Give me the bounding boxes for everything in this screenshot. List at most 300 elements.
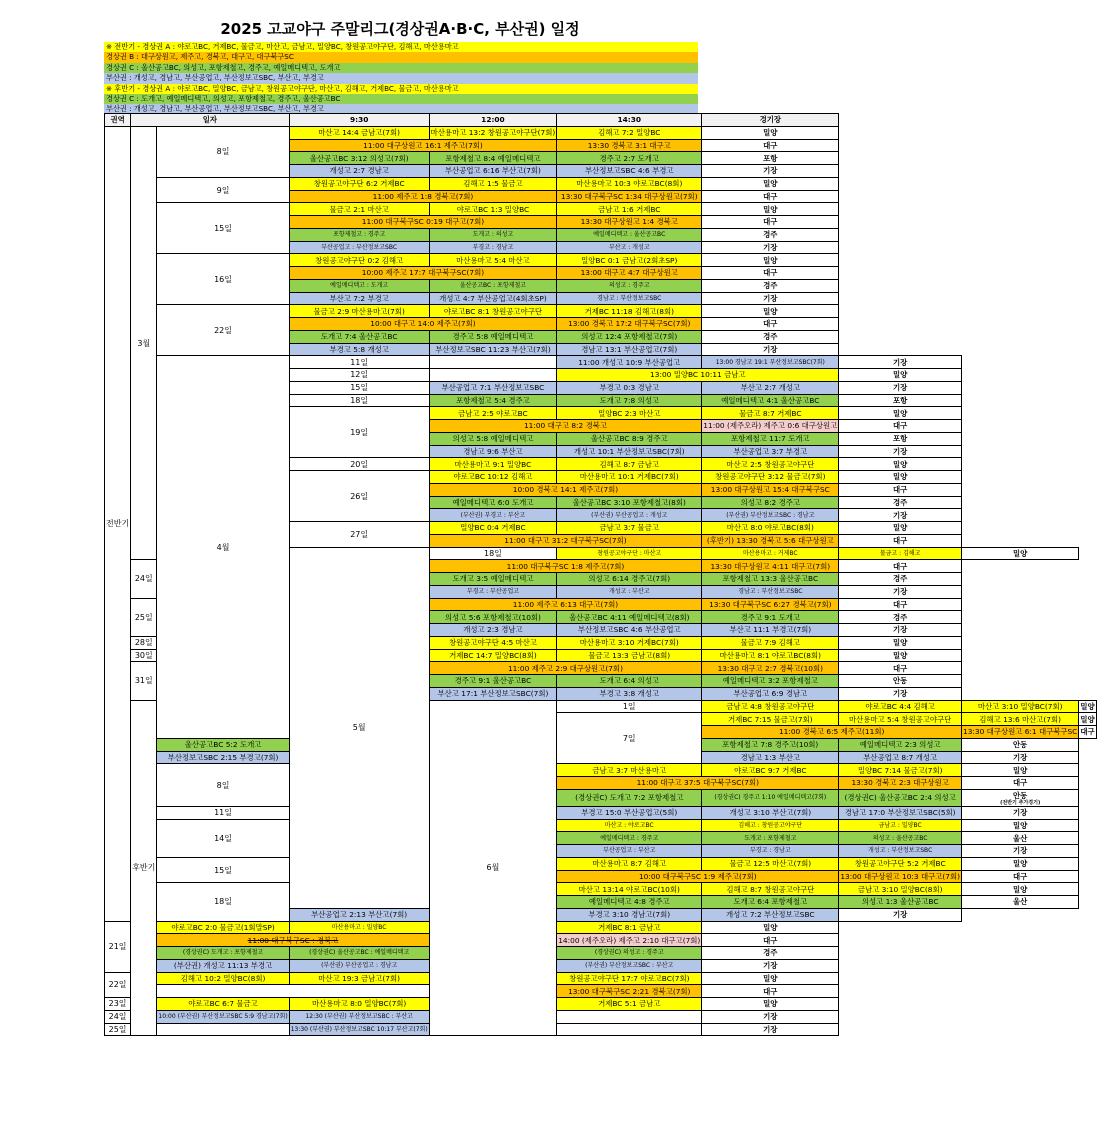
game-cell: 마산용마고 13:2 창원공고야구단(7회) [430, 128, 556, 138]
venue-cell: 경주 [702, 279, 839, 292]
game-cell: 부경고 5:8 개성고 [289, 343, 429, 356]
day-label: 21일 [105, 921, 131, 972]
month-label: 4월 [157, 356, 289, 739]
game-cell: (부산권) 부산공업고 : 경남고 [289, 959, 429, 972]
venue-cell: 밀양 [702, 203, 839, 216]
game-cell: 창원공고야구단 5:2 거제BC [839, 857, 962, 870]
venue-cell: 대구 [702, 934, 839, 947]
game-cell: 부산고 2:7 개성고 [702, 381, 839, 394]
game-cell: 울산공고BC 5:2 도개고 [157, 738, 289, 751]
game-cell: 야로고BC 2:0 물금고(1회말SP) [157, 921, 289, 934]
game-cell: 11:00 제주고 1:8 경북고(7회) [289, 190, 557, 203]
game-cell: 거제BC 11:18 김해고(8회) [557, 305, 702, 318]
game-cell: 물금고 2:1 마산고 [289, 203, 429, 216]
game-cell: 10:00 (부산권) 부산정보고SBC 5:9 경남고(7회) [157, 1010, 289, 1023]
game-cell: 거제BC 8:1 금남고 [557, 921, 702, 934]
game-cell: 마산용마고 10:1 거제BC(7회) [557, 471, 702, 484]
venue-cell: 대구 [702, 985, 839, 998]
game-cell: 김해고 7:2 밀양BC [557, 126, 702, 139]
game-cell [157, 985, 429, 998]
venue-cell: 울산 [962, 832, 1079, 845]
game-cell: (경상권C) 의성고 : 경주고 [557, 947, 702, 960]
venue-cell: 기장 [702, 1023, 839, 1036]
day-label: 15일 [289, 381, 429, 394]
game-cell: 11:00 경북고 6:5 제주고(11회) [702, 726, 962, 739]
game-cell: 도개고 : 포항제철고 [702, 832, 839, 845]
game-cell: 도개고 6:4 포항제철고 [702, 896, 839, 909]
day-label: 27일 [289, 522, 429, 548]
game-cell: 금남고 : 밀양BC [839, 819, 962, 832]
venue-cell: 포항 [839, 432, 962, 445]
game-cell: 야로고BC 9:7 거제BC [702, 764, 839, 777]
game-cell: 창원공고야구단 3:12 물금고(7회) [702, 471, 839, 484]
venue-cell: 밀양 [702, 998, 839, 1011]
game-cell: 포항제철고 8:4 예일메디텍고 [429, 152, 557, 165]
venue-cell: 경주 [702, 947, 839, 960]
game-cell: 부산공업고 : 부산고 [557, 845, 702, 858]
venue-cell: 대구 [702, 216, 839, 229]
venue-cell: 기장 [839, 509, 962, 522]
game-cell: 밀양BC 7:14 물금고(7회) [839, 764, 962, 777]
venue-cell: 대구 [962, 777, 1079, 790]
venue-cell: 밀양 [1080, 714, 1095, 724]
game-cell: (후반기) 13:30 경북고 5:6 대구상원고 [702, 534, 839, 547]
game-cell: 개성고 10:1 부산정보고SBC(7회) [557, 445, 702, 458]
legend [104, 42, 698, 115]
game-cell: 마산용마고 5:4 창원공고야구단 [839, 713, 962, 726]
game-cell: 포항제철고 5:4 경주고 [429, 394, 557, 407]
game-cell: 11:00 대구상원고 16:1 제주고(7회) [289, 139, 557, 152]
game-cell: 부산정보고SBC 4:6 부산공업고 [557, 624, 702, 637]
game-cell: 부산공업고 8:7 개성고 [839, 751, 962, 764]
game-cell: 마산고 2:5 창원공고야구단 [702, 458, 839, 471]
venue-cell: 밀양 [839, 649, 962, 662]
day-label: 18일 [289, 394, 429, 407]
game-cell: 창원공고야구단 : 마산고 [557, 547, 702, 560]
game-cell: 경주고 9:1 울산공고BC [429, 675, 557, 688]
game-cell: 김해고 : 창원공고야구단 [702, 819, 839, 832]
day-label: 19일 [289, 407, 429, 458]
game-cell: (경상권C) 울산공고BC 2:4 의성고 [839, 789, 962, 806]
legend-line: 경상권 C : 울산공고BC, 의성고, 포항제철고, 경주고, 예일메디텍고, 도개고 [104, 63, 698, 73]
day-label: 1일 [557, 700, 702, 713]
game-cell: 11:00 대구북구SC 0:19 대구고(7회) [289, 216, 557, 229]
day-label: 14일 [157, 819, 289, 857]
game-cell: 도개고 6:4 의성고 [557, 675, 702, 688]
game-cell: 11:00 대구고 31:2 대구북구SC(7회) [429, 534, 702, 547]
game-cell: 부경고 : 부산공업고 [429, 585, 557, 598]
venue-cell: 안동 [839, 675, 962, 688]
game-cell: 부산고 7:2 부경고 [289, 292, 429, 305]
venue-cell: 울산 [962, 896, 1079, 909]
game-cell: 포항제철고 7:8 경주고(10회) [702, 738, 839, 751]
day-label: 22일 [105, 972, 131, 998]
game-cell: 부산공업고 7:1 부산정보고SBC [429, 381, 557, 394]
table-row [105, 1023, 1097, 1036]
game-cell: 예일메디텍고 : 도개고 [289, 279, 429, 292]
game-cell: 물금고 : 김해고 [839, 547, 962, 560]
game-cell: 부산정보고SBC 2:15 부경고(7회) [157, 751, 289, 764]
game-cell: 거제BC 5:1 금남고 [557, 998, 702, 1011]
game-cell: 마산고 19:3 금남고(7회) [289, 972, 429, 985]
game-cell: 13:00 대구상원고 10:3 대구고(7회) [840, 871, 960, 881]
game-cell: 물금고 8:7 거제BC [702, 407, 839, 420]
game-cell: 10:00 대구고 14:0 제주고(7회) [289, 318, 557, 331]
game-cell: 창원공고야구단 0:2 김해고 [289, 254, 429, 267]
game-cell: 물금고 13:3 금남고(8회) [557, 649, 702, 662]
month-label: 5월 [289, 547, 429, 908]
game-cell: 의성고 : 울산공고BC [839, 832, 962, 845]
header-venue: 경기장 [702, 114, 839, 127]
venue-cell: 기장 [839, 381, 962, 394]
header-time-1430: 14:30 [557, 114, 702, 127]
game-cell: 마산고 : 야로고BC [557, 819, 702, 832]
game-cell [429, 369, 557, 382]
game-cell: 도개고 7:4 울산공고BC [289, 330, 429, 343]
table-row [105, 985, 1097, 998]
game-cell: 창원공고야구단 6:2 거제BC [289, 177, 429, 190]
game-cell: (부산권) 부산정보고SBC : 경남고 [702, 509, 839, 522]
game-cell: 금남고 3:10 밀양BC(8회) [839, 883, 962, 896]
game-cell: 11:00 대구고 8:2 경북고 [429, 420, 702, 433]
game-cell: 포항제철고 : 경주고 [289, 228, 429, 241]
venue-cell: 밀양 [839, 471, 962, 484]
venue-cell: 포항 [702, 152, 839, 165]
game-cell: 부산공업고 : 부산정보고SBC [289, 241, 429, 254]
game-cell: 예일메디텍고 6:0 도개고 [429, 496, 557, 509]
venue-cell: 대구 [839, 420, 962, 433]
venue-cell: 포항 [839, 394, 962, 407]
venue-cell: 대구 [702, 139, 839, 152]
game-cell: 경주고 2:7 도개고 [557, 152, 702, 165]
game-cell: 예일메디텍고 : 경주고 [557, 832, 702, 845]
venue-cell: 대구 [839, 534, 962, 547]
venue-cell: 대구 [1080, 727, 1095, 737]
table-row [105, 959, 1097, 972]
venue-cell: 대구 [702, 318, 839, 331]
day-label: 8일 [157, 126, 289, 177]
game-cell: 거제BC 14:7 밀양BC(8회) [429, 649, 557, 662]
game-cell: 의성고 6:14 경주고(7회) [557, 573, 702, 586]
game-cell: 마산고 8:0 야로고BC(8회) [702, 522, 839, 535]
game-cell [429, 356, 557, 369]
venue-cell: 밀양 [962, 764, 1079, 777]
game-cell: 부경고 3:10 경남고(7회) [557, 908, 702, 921]
legend-line: ※ 후반기 - 경상권 A : 야로고BC, 밀양BC, 금남고, 창원공고야구단, 마산고, 김해고, 거제BC, 물금고, 마산용마고 [104, 84, 698, 94]
table-row [105, 305, 1097, 318]
game-cell: 13:00 밀양BC 10:11 금남고 [557, 369, 839, 382]
header-time-0930: 9:30 [289, 114, 429, 127]
day-label: 26일 [289, 471, 429, 522]
game-cell: 밀양BC 2:3 마산고 [557, 407, 702, 420]
header-time-1200: 12:00 [429, 114, 557, 127]
header-region: 권역 [105, 114, 131, 127]
game-cell: 마산용마고 10:3 야로고BC(8회) [557, 177, 702, 190]
table-row [105, 177, 1097, 190]
day-label: 24일 [105, 1010, 131, 1023]
game-cell: 금남고 3:7 마산용마고 [557, 764, 702, 777]
game-cell: 금남고 3:7 물금고 [557, 522, 702, 535]
day-label: 31일 [131, 662, 157, 700]
game-cell: 김해고 1:5 물금고 [429, 177, 557, 190]
venue-cell: 대구 [839, 598, 962, 611]
game-cell: 금남고 1:6 거제BC [557, 203, 702, 216]
game-cell: 13:30 대구북구SC 6:27 경북고(7회) [702, 598, 839, 611]
game-cell: 예일메디텍고 4:8 경주고 [557, 896, 702, 909]
table-row [105, 947, 1097, 960]
game-cell: 경남고 17:0 부산정보고SBC(5회) [839, 806, 962, 819]
game-cell: 예일메디텍고 4:1 울산공고BC [702, 394, 839, 407]
day-label: 9일 [157, 177, 289, 203]
game-cell: 금남고 2:5 야로고BC [429, 407, 557, 420]
game-cell: 마산용마고 8:1 야로고BC(8회) [702, 649, 839, 662]
venue-cell: 기장 [702, 1010, 839, 1023]
game-cell: 개성고 7:2 부산정보고SBC [702, 908, 839, 921]
venue-cell: 기장 [839, 356, 962, 369]
table-row [105, 883, 1097, 896]
legend-line: 부산권 : 개성고, 경남고, 부산공업고, 부산정보고SBC, 부산고, 부경고 [104, 73, 698, 83]
venue-cell: 밀양 [839, 369, 962, 382]
day-label: 11일 [289, 356, 429, 369]
venue-cell: 기장 [962, 806, 1079, 819]
game-cell: (부산권) 부산정보고SBC : 부산고 [557, 959, 702, 972]
game-cell: 야로고BC 6:7 물금고 [157, 998, 289, 1011]
game-cell: 마산용마고 8:7 김해고 [557, 857, 702, 870]
day-label: 15일 [157, 857, 289, 883]
venue-cell: 밀양 [1080, 701, 1095, 711]
game-cell: 마산용마고 : 밀양BC [289, 921, 429, 934]
day-label: 24일 [131, 560, 157, 598]
game-cell: 개성고 : 부산정보고SBC [839, 845, 962, 858]
day-label: 15일 [157, 203, 289, 254]
game-cell: (경상권C) 경주고 1:10 예일메디텍고(7회) [702, 789, 839, 806]
game-cell: (경상권C) 도개고 : 포항제철고 [157, 947, 289, 960]
venue-cell: 기장 [702, 343, 839, 356]
venue-cell: 밀양 [702, 254, 839, 267]
game-cell: 부산고 11:1 부경고(7회) [702, 624, 839, 637]
game-cell: 13:00 경북고 17:2 대구북구SC(7회) [557, 318, 702, 331]
game-cell: 부경고 : 경남고 [429, 241, 557, 254]
venue-cell: 안동 [962, 738, 1079, 751]
venue-cell: 대구 [839, 662, 962, 675]
game-cell: 경남고 1:3 부산고 [702, 751, 839, 764]
game-cell: 13:00 대구상원고 15:4 대구북구SC [702, 483, 839, 496]
venue-cell: 안동 (전반기 추가경기) [962, 789, 1079, 806]
game-cell: 마산용마고 9:1 밀양BC [429, 458, 557, 471]
game-cell [557, 1010, 702, 1023]
day-label: 20일 [289, 458, 429, 471]
game-cell: 마산용마고 8:0 밀양BC(7회) [289, 998, 429, 1011]
venue-cell: 밀양 [702, 177, 839, 190]
game-cell: 울산공고BC : 포항제철고 [429, 279, 557, 292]
half-label: 전반기 [105, 126, 131, 921]
legend-line: ※ 전반기 - 경상권 A : 야로고BC, 거제BC, 물금고, 마산고, 금남고, 밀양BC, 창원공고야구단, 김해고, 마산용마고 [104, 42, 698, 52]
game-cell [557, 1023, 702, 1036]
game-cell: 13:30 대구북구SC 1:34 대구상원고(7회) [557, 190, 702, 203]
game-cell: 13:30 대구상원고 6:1 대구북구SC [963, 727, 1078, 737]
game-cell: 부경고 15:0 부산공업고(5회) [557, 806, 702, 819]
game-cell: 14:00 (제주오라) 제주고 2:10 대구고(7회) [558, 935, 701, 945]
game-cell: 11:00 (제주오라) 제주고 0:6 대구상원고 [703, 421, 838, 431]
venue-cell: 기장 [702, 165, 839, 178]
table-row [105, 126, 1097, 139]
game-cell: 김해고 8:7 창원공고야구단 [702, 883, 839, 896]
day-label: 12일 [289, 369, 429, 382]
game-cell: 예일메디텍고 : 울산공고BC [557, 228, 702, 241]
venue-cell: 경주 [839, 496, 962, 509]
venue-cell: 기장 [839, 585, 962, 598]
venue-cell: 대구 [839, 560, 962, 573]
table-row [105, 764, 1097, 777]
legend-line: 경상권 C : 도개고, 예일메디텍고, 의성고, 포항제철고, 경주고, 울산공고BC [104, 94, 698, 104]
venue-cell: 대구 [702, 267, 839, 280]
game-cell: 11:00 대구북구SC : 경북고 [157, 934, 429, 947]
half-label: 후반기 [131, 700, 157, 1036]
venue-cell: 대구 [702, 190, 839, 203]
game-cell: 11:00 제주고 6:13 대구고(7회) [429, 598, 702, 611]
game-cell: 11:00 제주고 2:9 대구상원고(7회) [429, 662, 702, 675]
game-cell: 도개고 7:8 의성고 [557, 394, 702, 407]
venue-cell: 밀양 [839, 458, 962, 471]
venue-cell: 기장 [839, 687, 962, 700]
legend-line: 부산권 : 개성고, 경남고, 부산공업고, 부산정보고SBC, 부산고, 부경고 [104, 104, 698, 114]
game-cell: 마산고 14:4 금남고(7회) [289, 126, 429, 139]
game-cell: 개성고 2:7 경남고 [289, 165, 429, 178]
game-cell: 의성고 1:3 울산공고BC [839, 896, 962, 909]
day-label: 25일 [131, 598, 157, 636]
game-cell: 11:00 대구고 37:5 대구북구SC(7회) [557, 777, 839, 790]
day-label: 28일 [131, 636, 157, 649]
venue-cell: 기장 [839, 445, 962, 458]
venue-cell: 기장 [839, 908, 962, 921]
day-label: 8일 [157, 764, 289, 807]
venue-cell: 밀양 [962, 857, 1079, 870]
venue-cell: 기장 [962, 845, 1079, 858]
game-cell: 부산공업고 6:16 부산고(7회) [429, 165, 557, 178]
game-cell: 13:30 경북고 3:1 대구고 [557, 139, 702, 152]
venue-cell: 밀양 [962, 883, 1079, 896]
game-cell: 의성고 5:8 예일메디텍고 [429, 432, 557, 445]
game-cell [157, 1023, 289, 1036]
game-cell: 13:30 (부산권) 부산정보고SBC 10:17 부산고(7회) [289, 1023, 429, 1036]
month-label: 3월 [131, 126, 157, 560]
game-cell: 개성고 4:7 부산공업고(4회초SP) [429, 292, 557, 305]
game-cell: 경남고 : 부산정보고SBC [557, 292, 702, 305]
game-cell: 도개고 3:5 예일메디텍고 [429, 573, 557, 586]
table-row [105, 934, 1097, 947]
game-cell: 마산고 3:10 밀양BC(7회) [962, 700, 1079, 713]
game-cell: 도개고 : 의성고 [429, 228, 557, 241]
table-header [105, 114, 1097, 127]
game-cell: 부산공업고 2:13 부산고(7회) [289, 908, 429, 921]
day-label: 16일 [157, 254, 289, 305]
game-cell: 경남고 : 부산정보고SBC [702, 585, 839, 598]
game-cell: 10:00 대구북구SC 1:9 제주고(7회) [557, 870, 839, 883]
month-label: 6월 [429, 700, 557, 1036]
venue-cell: 기장 [839, 624, 962, 637]
day-label: 18일 [429, 547, 557, 560]
game-cell: (경상권C) 울산공고BC : 예일메디텍고 [289, 947, 429, 960]
day-label: 7일 [557, 713, 702, 764]
table-row [105, 998, 1097, 1011]
game-cell: 부산공업고 6:9 경남고 [702, 687, 839, 700]
table-row [105, 356, 1097, 369]
game-cell: 김해고 13:6 마산고(7회) [962, 713, 1079, 726]
game-cell: 부산고 17:1 부산정보고SBC(7회) [429, 687, 557, 700]
game-cell: 경주고 9:1 도개고 [702, 611, 839, 624]
game-cell: 부산고 : 개성고 [557, 241, 702, 254]
game-cell: 야로고BC 10:12 김해고 [429, 471, 557, 484]
game-cell: 물금고 7:9 김해고 [702, 636, 839, 649]
game-cell: 13:30 경북고 2:3 대구상원고 [839, 777, 962, 790]
game-cell: 10:00 제주고 17:7 대구북구SC(7회) [289, 267, 557, 280]
table-row [105, 921, 1097, 934]
table-row [105, 254, 1097, 267]
game-cell: 울산공고BC 3:10 포항제철고(8회) [557, 496, 702, 509]
game-cell: 부경고 3:8 개성고 [557, 687, 702, 700]
table-row [105, 972, 1097, 985]
game-cell: 의성고 12:4 포항제철고(7회) [557, 330, 702, 343]
game-cell: 부경고 : 경남고 [702, 845, 839, 858]
venue-cell: 밀양 [702, 921, 839, 934]
table-row [105, 1010, 1097, 1023]
game-cell: 13:30 대구상원고 1:4 경북고 [557, 216, 702, 229]
venue-cell: 대구 [839, 483, 962, 496]
game-cell: 창원공고야구단 4:5 마산고 [429, 636, 557, 649]
venue-cell: 밀양 [702, 305, 839, 318]
game-cell: 금남고 4:8 창원공고야구단 [702, 700, 839, 713]
game-cell: 예일메디텍고 3:2 포항제철고 [702, 675, 839, 688]
venue-cell: 경주 [839, 573, 962, 586]
game-cell: 울산공고BC 4:11 예일메디텍고(8회) [557, 611, 702, 624]
table-row [105, 819, 1097, 832]
game-cell: 개성고 3:10 부산고(7회) [702, 806, 839, 819]
game-cell: 부산정보고SBC 4:6 부경고 [557, 165, 702, 178]
game-cell: 포항제철고 13:3 울산공고BC [702, 573, 839, 586]
game-cell: (부산권) 부산공업고 : 개성고 [557, 509, 702, 522]
game-cell: 11:00 대구북구SC 1:8 제주고(7회) [429, 560, 702, 573]
game-cell: 예일메디텍고 2:3 의성고 [839, 738, 962, 751]
game-cell: 마산용마고 3:10 거제BC(7회) [557, 636, 702, 649]
game-cell: 밀양BC 0:4 거제BC [429, 522, 557, 535]
venue-cell: 밀양 [702, 126, 839, 139]
venue-cell: 경주 [839, 611, 962, 624]
game-cell: 12:30 (부산권) 부산정보고SBC : 부산고 [289, 1010, 429, 1023]
game-cell: 김해고 8:7 금남고 [557, 458, 702, 471]
header-date: 일자 [131, 114, 290, 127]
game-cell: 13:00 경남고 19:1 부산정보고SBC(7회) [702, 356, 839, 369]
game-cell: 의성고 : 경주고 [557, 279, 702, 292]
game-cell: 밀양BC 0:1 금남고(2회초SP) [557, 254, 702, 267]
day-label: 22일 [157, 305, 289, 356]
table-row [105, 203, 1097, 216]
game-cell: 경주고 5:8 예일메디텍고 [429, 330, 557, 343]
game-cell: 13:00 대구고 4:7 대구상원고 [557, 267, 702, 280]
game-cell: 울산공고BC 3:12 의성고(7회) [289, 152, 429, 165]
game-cell: 부산정보고SBC 11:23 부산고(7회) [429, 343, 557, 356]
game-cell: 13:00 대구북구SC 2:21 경북고(7회) [557, 985, 702, 998]
table-row [105, 857, 1097, 870]
game-cell: (부산권) 부경고 : 부산고 [429, 509, 557, 522]
game-cell: 울산공고BC 8:9 경주고 [557, 432, 702, 445]
game-cell: 부경고 0:3 경남고 [557, 381, 702, 394]
game-cell: 야로고BC 1:3 밀양BC [429, 203, 557, 216]
game-cell: 개성고 2:3 경남고 [429, 624, 557, 637]
day-label: 18일 [157, 883, 289, 921]
game-cell: 물금고 2:9 마산용마고(7회) [289, 305, 429, 318]
venue-cell: 밀양 [962, 547, 1079, 560]
venue-cell: 경주 [702, 228, 839, 241]
